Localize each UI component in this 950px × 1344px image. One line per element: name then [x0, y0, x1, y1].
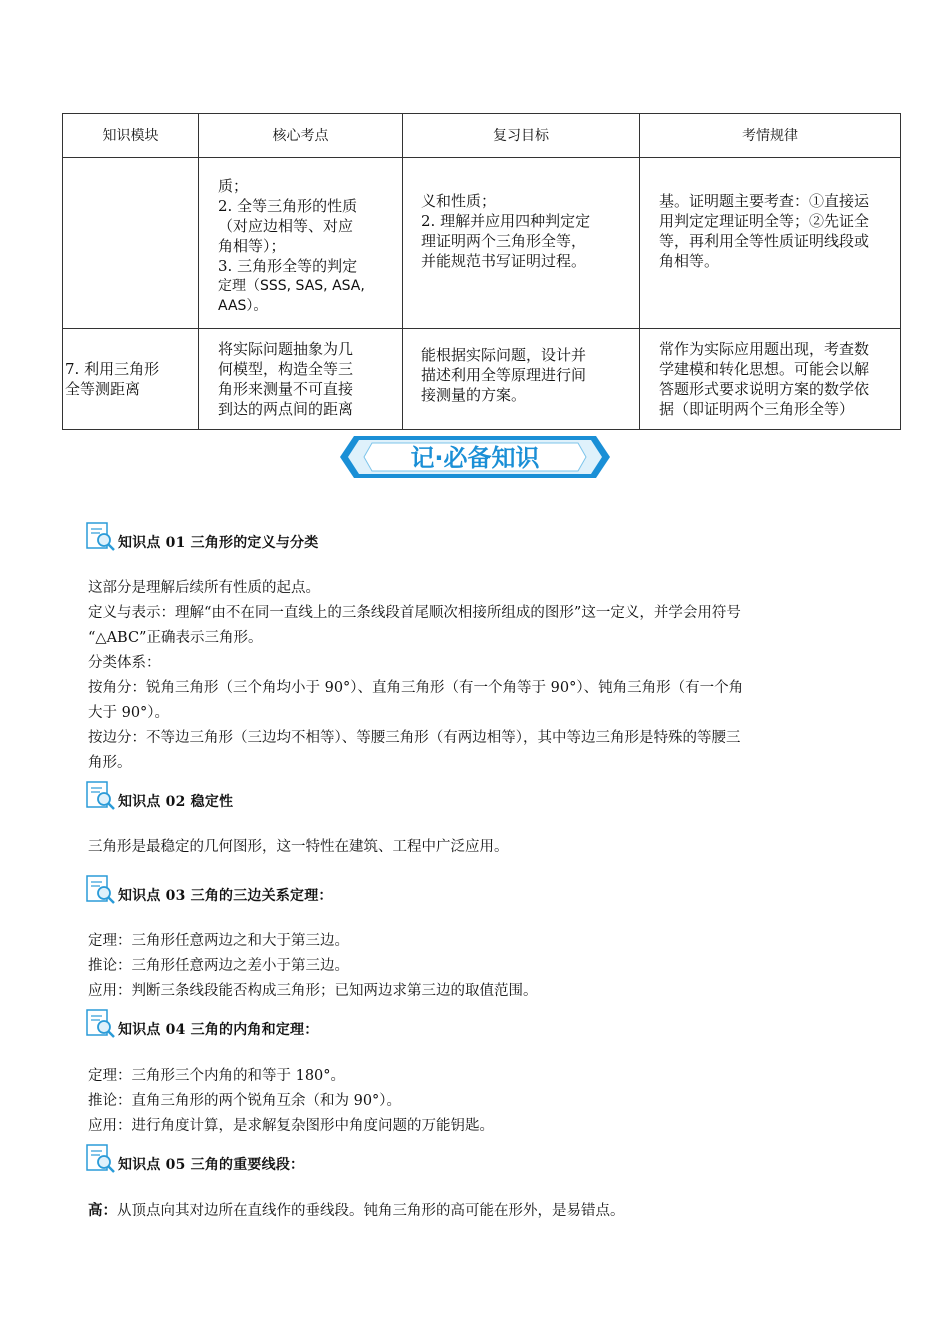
- body-line: 定理：三角形三个内角的和等于 180°。: [88, 1068, 346, 1084]
- magnifier-document-icon: [86, 1144, 116, 1174]
- knowledge-point-title: 知识点 04 三角的内角和定理：: [118, 1022, 319, 1038]
- cell-line: 常作为实际应用题出现，考查数: [659, 340, 870, 358]
- knowledge-point-title: 知识点 02 稳定性: [118, 794, 234, 810]
- cell-line: 质；: [218, 177, 249, 195]
- magnifier-document-icon: [86, 522, 116, 552]
- magnifier-document-icon: [86, 1009, 116, 1039]
- body-line: 推论：三角形任意两边之差小于第三边。: [88, 958, 349, 974]
- table-header-row: [63, 114, 901, 158]
- table-row: [63, 329, 901, 430]
- table-header-cell: 复习目标: [403, 114, 640, 158]
- table-cell-pattern: [640, 158, 901, 329]
- section-body: [88, 1198, 878, 1224]
- table-cell-goal: [403, 158, 640, 329]
- cell-line: 义和性质；: [421, 192, 497, 210]
- table-row: [63, 158, 901, 329]
- cell-line: 角形来测量不可直接: [218, 380, 354, 398]
- knowledge-point-title: 知识点 01 三角形的定义与分类: [118, 535, 319, 551]
- cell-line: AAS）。: [218, 298, 268, 314]
- cell-line: 3. 三角形全等的判定: [218, 257, 358, 275]
- table-cell-core: [199, 329, 403, 430]
- cell-line: 角相等。: [659, 252, 720, 270]
- body-line: 推论：直角三角形的两个锐角互余（和为 90°）。: [88, 1093, 402, 1109]
- body-line: 三角形是最稳定的几何图形，这一特性在建筑、工程中广泛应用。: [88, 839, 509, 855]
- body-line: “△ABC”正确表示三角形。: [88, 630, 263, 646]
- cell-line: 理证明两个三角形全等，: [421, 232, 587, 250]
- cell-line: 全等测距离: [65, 380, 141, 398]
- term-definition: 从顶点向其对边所在直线作的垂线段。钝角三角形的高可能在形外，是易错点。: [117, 1203, 625, 1219]
- knowledge-point-heading: [86, 1005, 318, 1039]
- body-line: 按边分：不等边三角形（三边均不相等）、等腰三角形（有两边相等），其中等边三角形是特殊的等腰三: [88, 730, 741, 746]
- body-line: 角形。: [88, 755, 132, 771]
- table-cell-module: [63, 329, 199, 430]
- body-line: 这部分是理解后续所有性质的起点。: [88, 580, 320, 596]
- table-cell-core: [199, 158, 403, 329]
- table-header-cell: 考情规律: [640, 114, 901, 158]
- magnifier-document-icon: [86, 781, 116, 811]
- cell-line: 并能规范书写证明过程。: [421, 252, 587, 270]
- knowledge-point-heading: [86, 1140, 304, 1174]
- cell-line: （对应边相等、对应: [218, 217, 354, 235]
- knowledge-point-heading: [86, 871, 333, 905]
- cell-line: 描述利用全等原理进行间: [421, 366, 587, 384]
- table-cell-module: [63, 158, 199, 329]
- table-header-cell: 知识模块: [63, 114, 199, 158]
- table-cell-goal: [403, 329, 640, 430]
- body-line: 按角分：锐角三角形（三个角均小于 90°）、直角三角形（有一个角等于 90°）、钝角三角形（有一个角: [88, 680, 744, 696]
- cell-line: 将实际问题抽象为几: [218, 340, 354, 358]
- body-line: 大于 90°）。: [88, 705, 170, 721]
- body-line: 定理：三角形任意两边之和大于第三边。: [88, 933, 349, 949]
- section-banner: [340, 430, 610, 484]
- cell-line: 定理（SSS, SAS, ASA,: [218, 278, 365, 294]
- section-body: [88, 835, 878, 860]
- cell-line: 用判定定理证明全等；②先证全: [659, 212, 870, 230]
- cell-line: 学建模和转化思想。可能会以解: [659, 360, 870, 378]
- body-line: 应用：判断三条线段能否构成三角形；已知两边求第三边的取值范围。: [88, 983, 538, 999]
- body-line: [88, 1198, 878, 1224]
- cell-line: 据（即证明两个三角形全等）: [659, 400, 855, 418]
- cell-line: 到达的两点间的距离: [218, 400, 354, 418]
- body-line: 应用：进行角度计算，是求解复杂图形中角度问题的万能钥匙。: [88, 1118, 494, 1134]
- cell-line: 2. 全等三角形的性质: [218, 197, 358, 215]
- review-table: [62, 113, 901, 430]
- knowledge-point-heading: [86, 777, 233, 811]
- cell-line: 答题形式要求说明方案的数学依: [659, 380, 870, 398]
- body-line: 分类体系：: [88, 655, 161, 671]
- magnifier-document-icon: [86, 875, 116, 905]
- body-line: 定义与表示：理解“由不在同一直线上的三条线段首尾顺次相接所组成的图形”这一定义，并学会用符号: [88, 605, 741, 621]
- cell-line: 等，再利用全等性质证明线段或: [659, 232, 870, 250]
- knowledge-point-title: 知识点 03 三角的三边关系定理：: [118, 888, 333, 904]
- banner-title: 记·必备知识: [410, 444, 540, 472]
- knowledge-point-title: 知识点 05 三角的重要线段：: [118, 1157, 305, 1173]
- table-header-cell: 核心考点: [199, 114, 403, 158]
- cell-line: 7. 利用三角形: [65, 360, 160, 378]
- cell-line: 2. 理解并应用四种判定定: [421, 212, 591, 230]
- section-body: [88, 929, 878, 1004]
- cell-line: 角相等）；: [218, 237, 286, 255]
- table-cell-pattern: [640, 329, 901, 430]
- cell-line: 能根据实际问题，设计并: [421, 346, 587, 364]
- section-body: [88, 576, 878, 776]
- term-label: 高：: [88, 1202, 117, 1219]
- section-body: [88, 1064, 878, 1139]
- knowledge-point-heading: [86, 518, 318, 552]
- cell-line: 基。证明题主要考查：①直接运: [659, 192, 870, 210]
- cell-line: 何模型，构造全等三: [218, 360, 354, 378]
- cell-line: 接测量的方案。: [421, 386, 527, 404]
